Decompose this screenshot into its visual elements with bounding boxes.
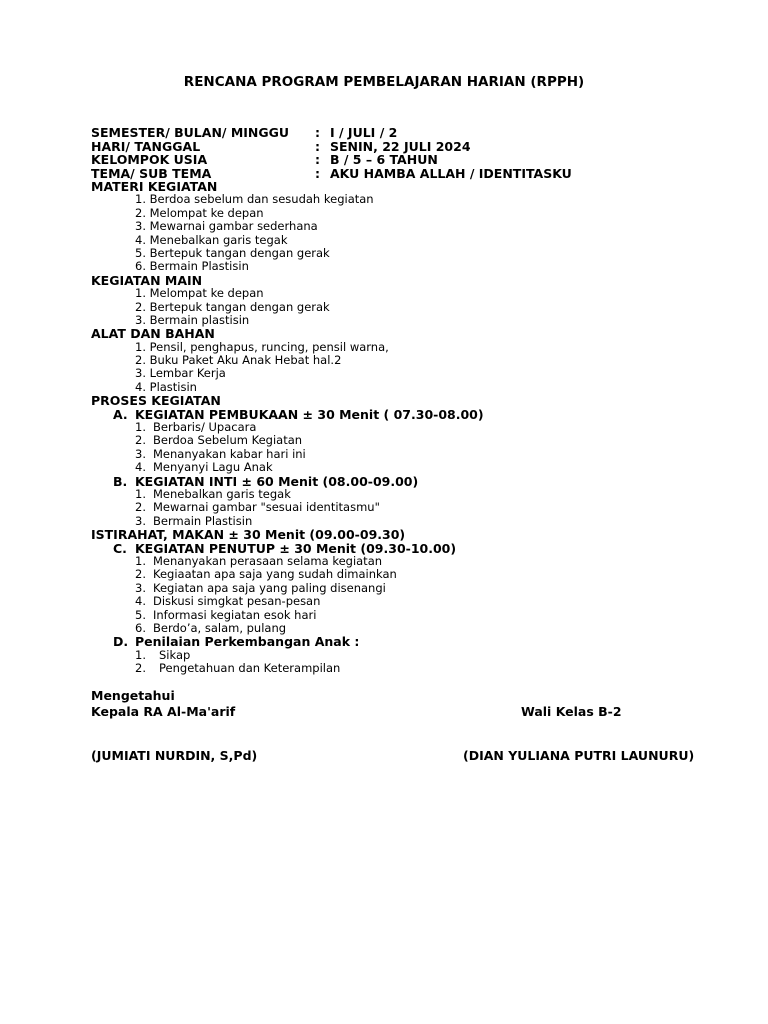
list-item <box>91 448 711 461</box>
item-text: Diskusi simgkat pesan-pesan <box>153 594 321 609</box>
list-item <box>91 568 711 581</box>
list-item <box>91 582 711 595</box>
subsection-title: KEGIATAN PEMBUKAAN ± 30 Menit ( 07.30-08.00) <box>135 406 484 422</box>
info-row-semester <box>91 126 572 140</box>
subsection-letter: A. <box>113 406 128 422</box>
item-number: 2. <box>135 500 146 515</box>
item-number: 2. <box>135 433 146 448</box>
list-item: 2. Melompat ke depan <box>135 205 264 220</box>
mengetahui-label: Mengetahui <box>91 688 175 703</box>
list-item: 1. Berdoa sebelum dan sesudah kegiatan <box>135 192 374 207</box>
list-item: 4. Menebalkan garis tegak <box>135 232 288 247</box>
item-text: Informasi kegiatan esok hari <box>153 607 317 622</box>
section-heading-alat: ALAT DAN BAHAN <box>91 326 215 342</box>
info-row-tema <box>91 167 572 181</box>
subsection-b <box>91 475 711 488</box>
item-number: 1. <box>135 553 146 568</box>
item-number: 1. <box>135 420 146 435</box>
info-row-hari <box>91 140 572 154</box>
item-number: 3. <box>135 580 146 595</box>
section-heading-materi: MATERI KEGIATAN <box>91 179 218 194</box>
item-text: Berdoa Sebelum Kegiatan <box>153 433 303 448</box>
item-number: 1. <box>135 486 146 501</box>
item-number: 2. <box>135 567 146 582</box>
document-body <box>91 180 711 675</box>
list-item <box>91 555 711 568</box>
kepala-label: Kepala RA Al-Ma'arif <box>91 704 236 719</box>
list-item <box>91 662 711 675</box>
document-title: RENCANA PROGRAM PEMBELAJARAN HARIAN (RPPH) <box>183 74 585 90</box>
item-text: Berdo’a, salam, pulang <box>153 620 287 635</box>
info-key: SEMESTER/ BULAN/ MINGGU <box>91 125 290 140</box>
list-item: 6. Bermain Plastisin <box>135 259 249 274</box>
info-colon: : <box>315 125 320 140</box>
info-block <box>91 126 572 180</box>
item-text: Menanyakan perasaan selama kegiatan <box>153 553 383 568</box>
item-number: 1. <box>135 647 146 662</box>
subsection-title: KEGIATAN PENUTUP ± 30 Menit (09.30-10.00) <box>135 540 457 556</box>
list-item <box>91 488 711 501</box>
item-text: Kegiaatan apa saja yang sudah dimainkan <box>153 567 397 582</box>
list-item: 1. Pensil, penghapus, runcing, pensil warna, <box>135 339 389 354</box>
item-text: Menebalkan garis tegak <box>153 486 291 501</box>
list-item: 2. Buku Paket Aku Anak Hebat hal.2 <box>135 353 342 368</box>
item-number: 4. <box>135 594 146 609</box>
list-item <box>91 649 711 662</box>
item-number: 6. <box>135 620 146 635</box>
item-text: Pengetahuan dan Keterampilan <box>159 661 341 676</box>
subsection-c <box>91 542 711 555</box>
info-value: AKU HAMBA ALLAH / IDENTITASKU <box>330 165 572 181</box>
info-key: KELOMPOK USIA <box>91 152 208 167</box>
item-text: Mewarnai gambar "sesuai identitasmu" <box>153 500 380 515</box>
item-number: 2. <box>135 661 146 676</box>
list-item <box>91 622 711 635</box>
section-heading-proses: PROSES KEGIATAN <box>91 393 221 409</box>
info-key: TEMA/ SUB TEMA <box>91 165 212 181</box>
info-colon: : <box>315 138 320 154</box>
subsection-title: KEGIATAN INTI ± 60 Menit (08.00-09.00) <box>135 473 419 489</box>
item-text: Menyanyi Lagu Anak <box>153 460 273 475</box>
wali-label: Wali Kelas B-2 <box>521 704 622 719</box>
list-item: 3. Bermain plastisin <box>135 312 250 327</box>
list-item <box>91 595 711 608</box>
kepala-name: (JUMIATI NURDIN, S,Pd) <box>91 748 258 763</box>
subsection-a <box>91 408 711 421</box>
info-value: I / JULI / 2 <box>330 125 398 140</box>
list-item: 3. Mewarnai gambar sederhana <box>135 219 318 234</box>
item-number: 3. <box>135 513 146 528</box>
item-number: 4. <box>135 460 146 475</box>
item-number: 5. <box>135 607 146 622</box>
list-item <box>91 461 711 474</box>
subsection-letter: B. <box>113 473 128 489</box>
list-item: 3. Lembar Kerja <box>135 366 226 381</box>
subsection-letter: D. <box>113 634 129 650</box>
info-colon: : <box>315 165 320 181</box>
item-text: Bermain Plastisin <box>153 513 253 528</box>
item-text: Kegiatan apa saja yang paling disenangi <box>153 580 386 595</box>
istirahat-heading: ISTIRAHAT, MAKAN ± 30 Menit (09.00-09.30) <box>91 527 406 543</box>
list-item <box>91 501 711 514</box>
list-item <box>91 515 711 528</box>
item-text: Sikap <box>159 647 191 662</box>
list-item <box>91 609 711 622</box>
info-key: HARI/ TANGGAL <box>91 138 201 154</box>
item-number: 3. <box>135 446 146 461</box>
info-row-kelompok <box>91 153 572 167</box>
list-item: 2. Bertepuk tangan dengan gerak <box>135 299 330 314</box>
info-value: B / 5 – 6 TAHUN <box>330 152 438 167</box>
item-text: Berbaris/ Upacara <box>153 420 257 435</box>
list-item: 1. Melompat ke depan <box>135 286 264 301</box>
subsection-letter: C. <box>113 540 127 556</box>
list-item <box>91 434 711 447</box>
list-item: 5. Bertepuk tangan dengan gerak <box>135 245 330 260</box>
info-colon: : <box>315 152 320 167</box>
section-heading-kegiatan-main: KEGIATAN MAIN <box>91 272 203 288</box>
list-item: 4. Plastisin <box>135 379 197 394</box>
subsection-d <box>91 635 711 648</box>
item-text: Menanyakan kabar hari ini <box>153 446 306 461</box>
info-value: SENIN, 22 JULI 2024 <box>330 138 471 154</box>
list-item <box>91 421 711 434</box>
wali-name: (DIAN YULIANA PUTRI LAUNURU) <box>463 748 695 763</box>
subsection-title: Penilaian Perkembangan Anak : <box>135 634 360 650</box>
